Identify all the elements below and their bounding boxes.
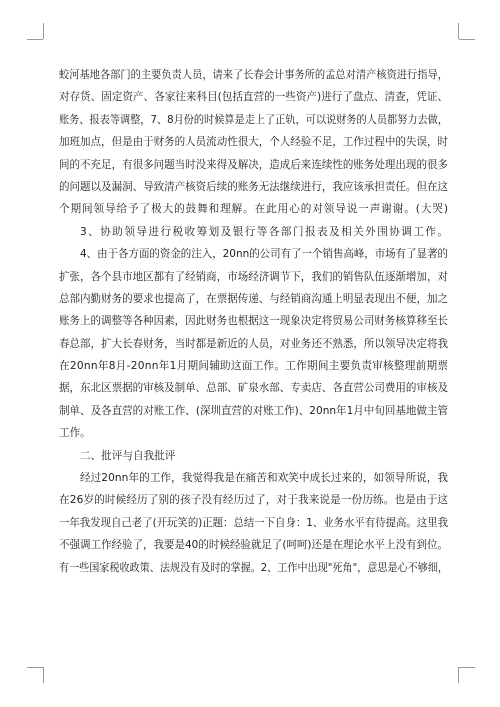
- text-line-content: 的问题以及漏洞、导致清产核资后续的账务无法继续进行，我应该承担责任。但在这: [59, 180, 448, 193]
- text-line-content: 有一些国家税收政策、法规没有及时的掌握。2、工作中出现"死角"，意思是心不够细，: [59, 561, 449, 574]
- text-line-content: 加班加点，但是由于财务的人员流动性很大，个人经验不足，工作过程中的失误，时: [59, 136, 448, 149]
- text-line: [59, 512, 448, 534]
- text-line: [59, 109, 448, 131]
- crop-mark-top-right-horizontal: [459, 39, 475, 40]
- text-line-content: 3、协助领导进行税收筹划及银行等各部门报表及相关外围协调工作。: [80, 225, 450, 238]
- crop-mark-bottom-right-vertical: [458, 667, 459, 683]
- text-line: [59, 355, 448, 377]
- text-line-content: 账务上的调整等各种因素，因此财务也根据这一现象决定将贸易公司财务核算移至长: [59, 315, 448, 328]
- text-line-content: 不强调工作经验了，我要是40的时候经验就足了(呵呵)还是在理论水平上没有到位。: [59, 539, 448, 552]
- text-line-content: 蛟河基地各部门的主要负责人员，请来了长春会计事务所的孟总对清产核资进行指导，: [59, 69, 448, 81]
- text-line-content: 一年我发现自己老了(开玩笑的)正题：总结一下自身：1、业务水平有待提高。这里我: [59, 516, 449, 529]
- text-line-content: 间的不充足，有很多问题当时没来得及解决，造成后来连续性的账务处理出现的很多: [59, 158, 448, 171]
- text-line: [59, 489, 448, 511]
- text-line: [59, 310, 448, 332]
- text-line: [59, 333, 448, 355]
- crop-mark-top-left-horizontal: [27, 39, 43, 40]
- text-line-content: 账务、报表等调整，7、8月份的时候算是走上了正轨，可以说财务的人员都努力去做，: [59, 113, 448, 126]
- crop-mark-top-left-vertical: [43, 23, 44, 39]
- text-line: [59, 86, 448, 108]
- crop-mark-bottom-left-vertical: [43, 667, 44, 683]
- text-line: [59, 557, 448, 579]
- text-line: [59, 400, 448, 422]
- body-text: [59, 64, 448, 579]
- text-line-content: 经过20nn年的工作，我觉得我是在痛苦和欢笑中成长过来的，如领导所说，我: [80, 472, 449, 485]
- text-line-content: 二、批评与自我批评: [80, 449, 176, 462]
- text-line: [59, 243, 448, 265]
- text-line-content: 4、由于各方面的资金的注入，20nn的公司有了一个销售高峰，市场有了显著的: [80, 248, 448, 261]
- text-line: [59, 221, 448, 243]
- text-line-content: 总部内勤财务的要求也提高了，在票据传递、与经销商沟通上明显表现出不便，加之: [59, 292, 448, 305]
- text-line-content: 制单、及各直营的对账工作、(深圳直营的对账工作)、20nn年1月中旬回基地做主管: [59, 404, 449, 417]
- crop-mark-bottom-left-horizontal: [27, 667, 43, 668]
- text-line-content: 对存货、固定资产、各家往来科目(包括直营的一些资产)进行了盘点、清查，凭证、: [59, 91, 449, 104]
- text-line: [59, 467, 448, 489]
- text-line-content: 扩张，各个县市地区都有了经销商，市场经济调节下，我们的销售队伍逐渐增加，对: [59, 270, 448, 283]
- text-line: [59, 288, 448, 310]
- text-line: [59, 377, 448, 399]
- text-line-content: 在26岁的时候经历了别的孩子没有经历过了，对于我来说是一份历练。也是由于这: [59, 494, 449, 507]
- crop-mark-bottom-right-horizontal: [459, 667, 475, 668]
- text-line: [59, 445, 448, 467]
- text-line-content: 在20nn年8月-20nn年1月期间辅助这面工作。工作期间主要负责审核整理前期票: [59, 360, 449, 373]
- text-line: [59, 131, 448, 153]
- text-line: [59, 64, 448, 86]
- text-line: [59, 154, 448, 176]
- text-line: [59, 534, 448, 556]
- text-line: [59, 266, 448, 288]
- text-line: [59, 176, 448, 198]
- crop-mark-top-right-vertical: [458, 23, 459, 39]
- text-line-content: 据，东北区票据的审核及制单、总部、矿泉水部、专卖店、各直营公司费用的审核及: [59, 382, 448, 395]
- text-line: [59, 422, 448, 444]
- text-line: [59, 198, 448, 220]
- text-line-content: 工作。: [59, 427, 91, 440]
- text-line-content: 个期间领导给予了极大的鼓舞和理解。在此用心的对领导说一声谢谢。(大哭): [59, 203, 449, 216]
- text-line-content: 春总部，扩大长春财务，当时都是新近的人员，对业务还不熟悉，所以领导决定将我: [59, 337, 448, 350]
